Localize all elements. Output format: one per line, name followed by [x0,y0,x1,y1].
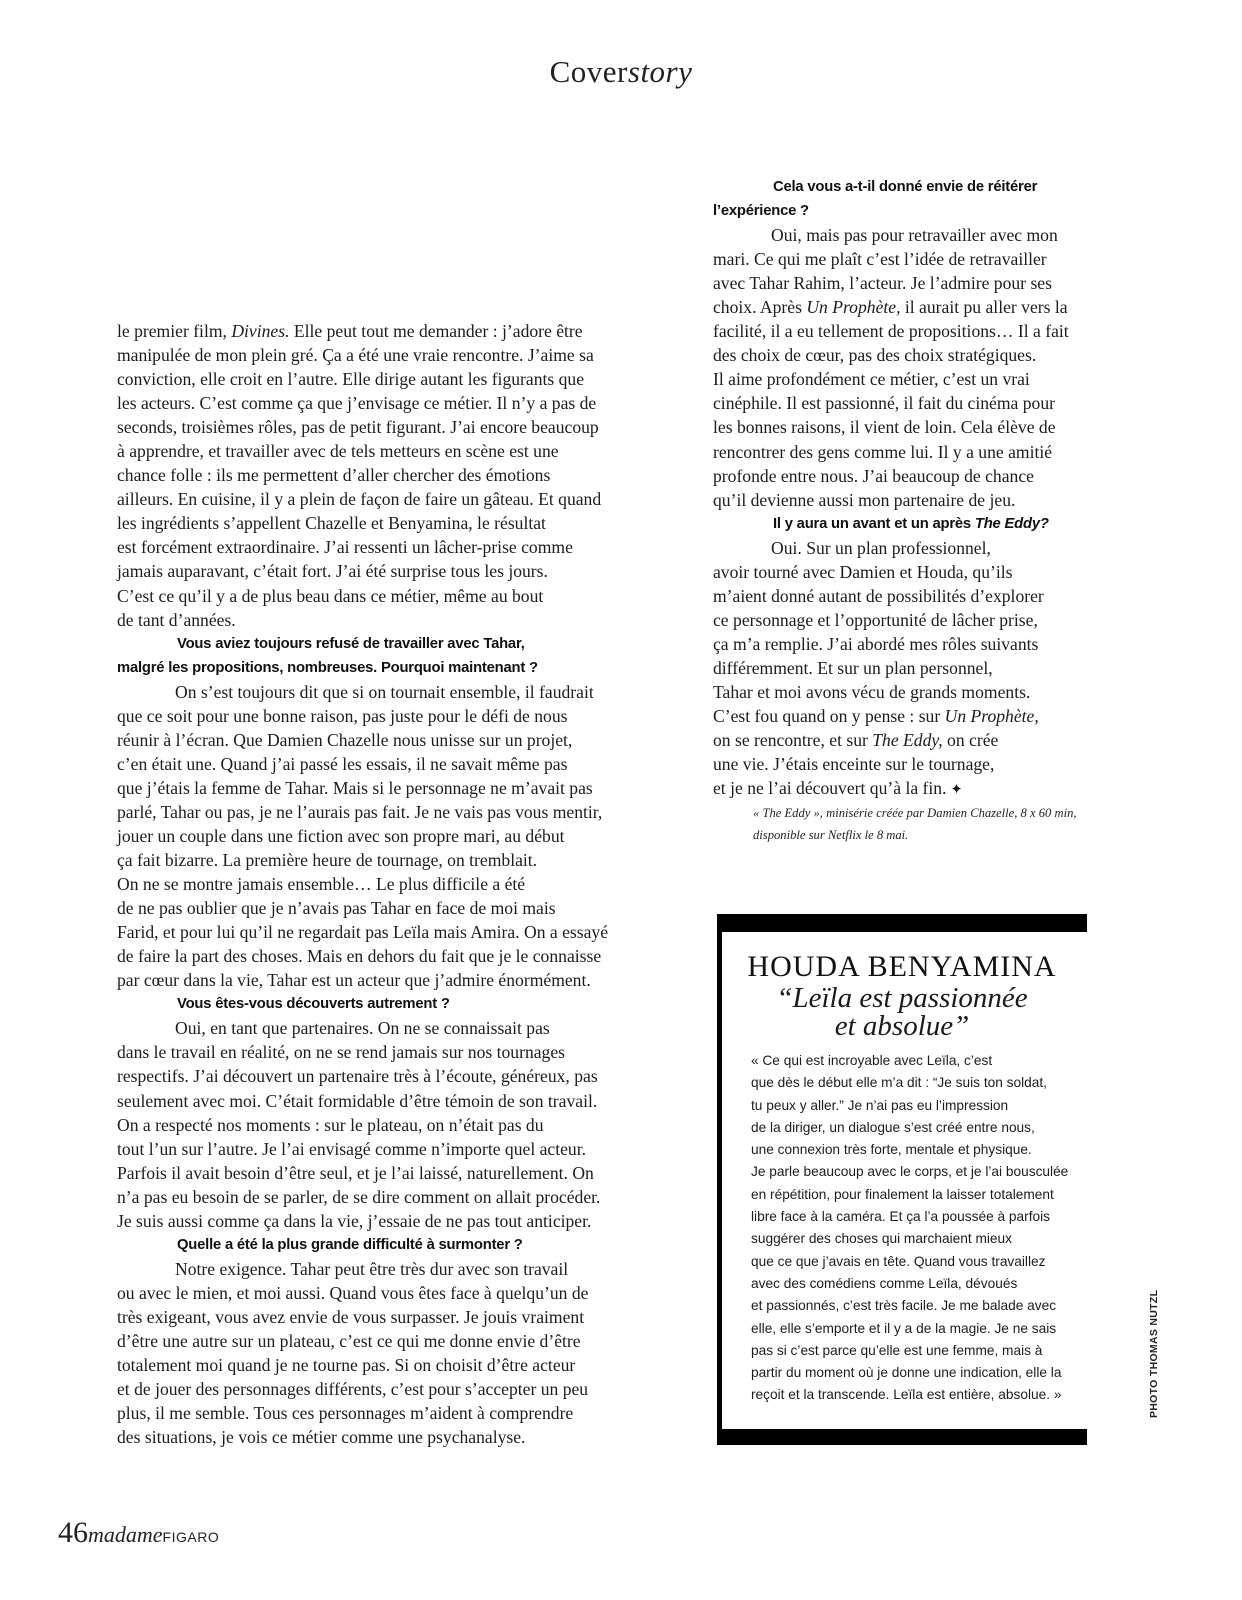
page-footer [58,1516,219,1550]
box-name: HOUDA BENYAMINA [747,950,1057,983]
line-text: ou avec le mien, et moi aussi. Quand vous êtes face à quelqu’un de [117,1282,589,1303]
line-text: ça m’a remplie. J’ai abordé mes rôles suivants [713,633,1039,654]
text-line [117,1089,637,1113]
interview-question [713,175,1103,199]
line-text: Oui, mais pas pour retravailler avec mon [771,225,1058,246]
line-text: Elle peut tout me demander : j’adore être [289,321,583,341]
box-quote-line-1: “Leïla est passionnée [776,982,1028,1014]
interview-question [117,632,637,656]
text-line [117,824,637,848]
line-text: une vie. J’étais enceinte sur le tournage, [713,754,995,775]
text-line [117,1185,637,1209]
line-text: Farid, et pour lui qu’il ne regardait pas Leïla mais Amira. On a essayé [117,922,609,943]
text-line [117,872,637,896]
text-line [713,656,1103,680]
text-line [713,343,1103,367]
text-line [117,367,637,391]
line-text: Quelle a été la plus grande difficulté à surmonter ? [177,1236,523,1253]
line-text: malgré les propositions, nombreuses. Pourquoi maintenant ? [117,659,538,676]
line-text: et de jouer des personnages différents, c’est pour s’accepter un peu [117,1379,589,1400]
text-line [713,776,1103,802]
line-text: Vous aviez toujours refusé de travailler avec Tahar, [177,635,525,652]
text-line [117,1329,637,1353]
line-text: et je ne l’ai découvert qu’à la fin. [713,778,947,799]
text-line [117,1113,637,1137]
line-text: que ce soit pour une bonne raison, pas juste pour le défi de nous [117,705,568,726]
line-text: facilité, il a eu tellement de propositions… Il a fait [713,321,1069,342]
text-line [713,728,1103,752]
text-line [117,1161,637,1185]
line-text: Vous êtes-vous découverts autrement ? [177,996,450,1013]
line-text: les ingrédients s’appellent Chazelle et Benyamina, le résultat [117,513,546,534]
italic-title: Un Prophète, [944,706,1039,727]
text-line [713,488,1103,512]
line-text: n’a pas eu besoin de se parler, de se dire comment on allait procéder. [117,1186,601,1207]
box-quote-line: en répétition, pour finalement la laisser totalement [751,1186,1054,1202]
text-line [117,848,637,872]
text-line [117,608,637,632]
line-text: choix. Après [713,297,807,318]
text-line [713,608,1103,632]
text-line [713,584,1103,608]
line-text: les bonnes raisons, il vient de loin. Cela élève de [713,417,1056,438]
line-text: Tahar et moi avons vécu de grands moments. [713,681,1031,702]
line-text: manipulée de mon plein gré. Ça a été une vraie rencontre. J’aime sa [117,345,594,366]
box-quote-line-2: et absolue” [834,1010,970,1042]
line-text: on se rencontre, et sur [713,730,873,751]
line-text: tout l’un sur l’autre. Je l’ai envisagé comme n’importe quel acteur. [117,1138,587,1159]
box-quote-line: suggérer des choses qui marchaient mieux [751,1231,1012,1247]
line-text: avoir tourné avec Damien et Houda, qu’ils [713,561,1013,582]
text-line [713,440,1103,464]
line-text: ce personnage et l’opportunité de lâcher prise, [713,609,1038,630]
box-quote-line: que dès le début elle m’a dit : “Je suis ton soldat, [751,1075,1047,1091]
text-line [117,1353,637,1377]
text-line [117,1209,637,1233]
line-text: Parfois il avait besoin d’être seul, et je l’ai laissé, naturellement. On [117,1162,594,1183]
text-line [117,920,637,944]
text-line [117,463,637,487]
text-line [117,487,637,511]
text-line [117,1305,637,1329]
text-line [117,704,637,728]
text-line [117,1401,637,1425]
italic-title: Un Prophète, [806,297,901,318]
line-text: dans le travail en réalité, on ne se rend jamais sur nos tournages [117,1042,566,1063]
line-text: il aurait pu aller vers la [900,297,1068,318]
line-text: Notre exigence. Tahar peut être très dur avec son travail [175,1258,569,1279]
text-line [117,1257,637,1281]
box-quote-line: partir du moment où je donne une indication, elle la [751,1365,1062,1381]
photo-credit: PHOTO THOMAS NUTZL [1148,1289,1160,1418]
box-body [751,1050,1081,1407]
line-text: respectifs. J’ai découvert un partenaire très à l’écoute, généreux, pas [117,1066,598,1087]
interview-question [117,992,637,1016]
line-text: ça fait bizarre. La première heure de tournage, on tremblait. [117,850,538,871]
line-text: profonde entre nous. J’ai beaucoup de chance [713,465,1034,486]
line-text: C’est ce qu’il y a de plus beau dans ce métier, même au bout [117,585,544,606]
text-line [713,391,1103,415]
box-quote-line: de la diriger, un dialogue s’est créé entre nous, [751,1119,1035,1135]
section-header [0,54,1242,90]
text-line [117,1377,637,1401]
text-line [117,944,637,968]
line-text: très exigeant, vous avez envie de vous surpasser. Je jouis vraiment [117,1306,585,1327]
line-text: des choix de cœur, pas des choix stratégiques. [713,345,1037,366]
line-text: le premier film, [117,321,232,341]
page-number: 46 [58,1516,88,1549]
header-cover: Cover [549,54,628,89]
text-line [713,632,1103,656]
interview-question [713,199,1103,223]
text-line [117,776,637,800]
line-text: chance folle : ils me permettent d’aller chercher des émotions [117,465,551,486]
header-story: story [627,54,693,89]
box-quote-line: et passionnés, c’est très facile. Je me balade avec [751,1298,1057,1314]
magazine-brand: FIGARO [162,1529,220,1545]
line-text: m’aient donné autant de possibilités d’explorer [713,585,1044,606]
line-text: réunir à l’écran. Que Damien Chazelle nous unisse sur un projet, [117,729,573,750]
italic-title: The Eddy? [974,515,1049,532]
text-line [713,536,1103,560]
line-text: de faire la part des choses. Mais en dehors du fait que je le connaisse [117,946,602,967]
line-text: on crée [942,730,999,751]
text-line [117,1281,637,1305]
italic-title: The Eddy, [872,730,943,751]
line-text: à apprendre, et travailler avec de tels metteurs en scène est une [117,441,559,462]
line-text: avec Tahar Rahim, l’acteur. Je l’admire pour ses [713,273,1052,294]
interview-question [117,656,637,680]
line-text: les acteurs. C’est comme ça que j’envisage ce métier. Il n’y a pas de [117,393,597,414]
text-line [117,439,637,463]
text-line [117,968,637,992]
line-text: mari. Ce qui me plaît c’est l’idée de retravailler [713,249,1047,270]
text-line [713,247,1103,271]
line-text: C’est fou quand on y pense : sur [713,706,945,727]
box-quote-line: une connexion très forte, mentale et physique. [751,1142,1032,1158]
line-text: plus, il me semble. Tous ces personnages m’aident à comprendre [117,1403,574,1424]
line-text: Oui, en tant que partenaires. On ne se connaissait pas [175,1018,550,1039]
text-line [117,535,637,559]
box-quote-line: que ce que j’avais en tête. Quand vous travaillez [751,1253,1046,1269]
line-text: des situations, je vois ce métier comme une psychanalyse. [117,1427,526,1448]
line-text: ailleurs. En cuisine, il y a plein de façon de faire un gâteau. Et quand [117,489,602,510]
line-text: c’en était une. Quand j’ai passé les essais, il ne savait même pas [117,753,568,774]
left-column [117,319,637,1449]
text-line [117,896,637,920]
line-text: d’être une autre sur un plateau, c’est ce qui me donne envie d’être [117,1330,581,1351]
line-text: parlé, Tahar ou pas, je ne l’aurais pas fait. Je ne vais pas vous mentir, [117,801,603,822]
line-text: totalement moi quand je ne tourne pas. Si on choisit d’être acteur [117,1355,576,1376]
text-line [117,680,637,704]
show-credit: disponible sur Netflix le 8 mai. [753,828,909,843]
box-quote-line: elle, elle s’emporte et il y a de la magie. Je ne sais [751,1320,1057,1336]
line-text: de tant d’années. [117,609,236,630]
text-line [713,415,1103,439]
text-line [117,391,637,415]
line-text: l’expérience ? [713,203,809,220]
text-line [713,367,1103,391]
interview-box [717,914,1087,1445]
box-quote-line: pas si c’est parce qu’elle est une femme, mais à [751,1342,1043,1358]
interview-question [117,1233,637,1257]
box-quote-line: libre face à la caméra. Et ça l’a poussée à parfois [751,1209,1050,1225]
text-line [117,1040,637,1064]
box-quote-line: Je parle beaucoup avec le corps, et je l’ai bousculée [751,1164,1069,1180]
line-text: différemment. Et sur un plan personnel, [713,657,993,678]
line-text: est forcément extraordinaire. J’ai ressenti un lâcher-prise comme [117,537,573,558]
line-text: Cela vous a-t-il donné envie de réitérer [773,179,1038,195]
text-line [117,800,637,824]
line-text: cinéphile. Il est passionné, il fait du cinéma pour [713,393,1056,414]
line-text: jouer un couple dans une fiction avec son propre mari, au début [117,825,565,846]
text-line [117,415,637,439]
line-text: jamais auparavant, c’était fort. J’ai été surprise tous les jours. [117,561,548,582]
text-line [117,343,637,367]
right-column [713,175,1103,846]
line-text: seconds, troisièmes rôles, pas de petit figurant. J’ai encore beaucoup [117,417,599,438]
text-line [117,559,637,583]
text-line [713,464,1103,488]
line-text: de ne pas oublier que je n’avais pas Tahar en face de moi mais [117,898,556,919]
box-bottom-rule [717,1429,1087,1445]
italic-title: Divines. [231,321,290,341]
line-text: que j’étais la femme de Tahar. Mais si le personnage ne m’avait pas [117,777,593,798]
text-line [713,319,1103,343]
text-line [713,752,1103,776]
box-quote-title [717,984,1087,1040]
text-line [713,704,1103,728]
text-line [117,728,637,752]
line-text: seulement avec moi. C’était formidable d’être témoin de son travail. [117,1090,598,1111]
line-text: qu’il devienne aussi mon partenaire de jeu. [713,489,1016,510]
text-line [713,295,1103,319]
line-text: On a respecté nos moments : sur le plateau, on n’était pas du [117,1114,544,1135]
text-line [117,319,637,343]
box-quote-line: avec des comédiens comme Leïla, dévoués [751,1275,1018,1291]
line-text: On ne se montre jamais ensemble… Le plus difficile a été [117,874,526,895]
text-line [117,1425,637,1449]
line-text: conviction, elle croit en l’autre. Elle dirige autant les figurants que [117,369,585,390]
interview-question [713,512,1103,536]
text-line [117,1064,637,1088]
line-text: Oui. Sur un plan professionnel, [771,537,991,558]
text-line [713,680,1103,704]
text-line [117,511,637,535]
box-top-rule [717,914,1087,932]
box-quote-line: tu peux y aller.” Je n’ai pas eu l’impression [751,1097,1009,1113]
text-line [117,1137,637,1161]
box-quote-line: « Ce qui est incroyable avec Leïla, c’est [751,1053,993,1068]
text-line [117,1016,637,1040]
magazine-name: madame [88,1522,163,1547]
text-line [117,584,637,608]
line-text: Il aime profondément ce métier, c’est un vrai [713,369,1030,390]
line-text: rencontrer des gens comme lui. Il y a une amitié [713,441,1053,462]
line-text: Il y aura un avant et un après [773,515,975,532]
text-line [713,560,1103,584]
box-quote-line: reçoit et la transcende. Leïla est entière, absolue. » [751,1387,1062,1403]
line-text: On s’est toujours dit que si on tournait ensemble, il faudrait [175,681,594,702]
line-text: Je suis aussi comme ça dans la vie, j’essaie de ne pas tout anticiper. [117,1210,592,1231]
show-credit: « The Eddy », minisérie créée par Damien Chazelle, 8 x 60 min, [753,806,1077,821]
line-text: par cœur dans la vie, Tahar est un acteur que j’admire énormément. [117,970,591,991]
text-line [117,752,637,776]
text-line [713,223,1103,247]
text-line [713,271,1103,295]
